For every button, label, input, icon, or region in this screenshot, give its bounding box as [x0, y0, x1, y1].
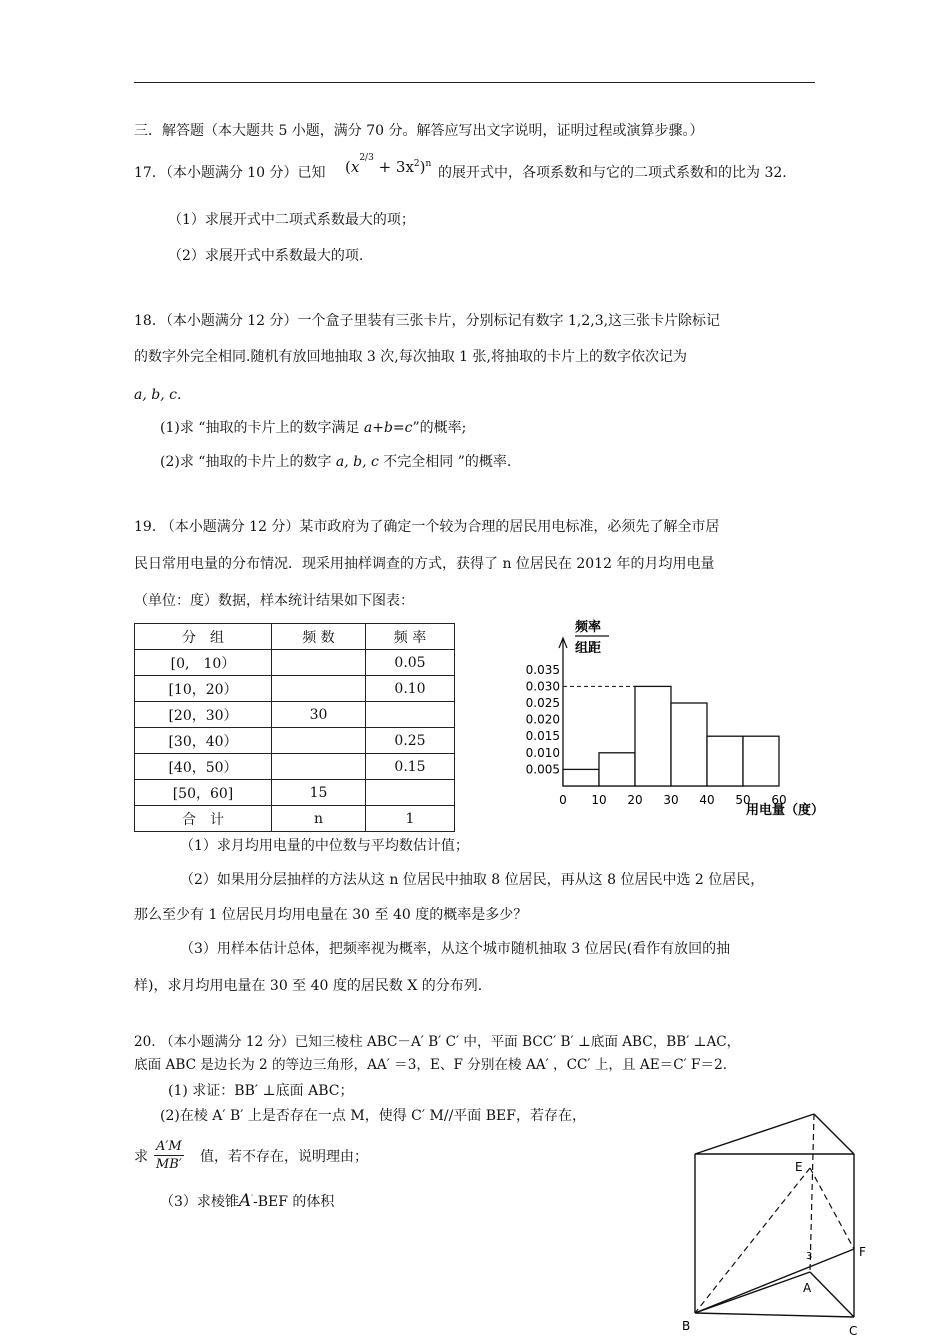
ylabel-bottom: 组距 — [575, 641, 602, 656]
table-cell: [30，40） — [135, 728, 272, 754]
table-header-row — [135, 624, 455, 650]
ratio-fraction — [154, 1139, 184, 1172]
q20-part2-prefix: 求 — [134, 1149, 148, 1165]
q19-line1: 19. （本小题满分 12 分）某市政府为了确定一个较为合理的居民用电标准，必须先了解全市居 — [134, 519, 720, 535]
x-tick-label: 0 — [559, 793, 567, 807]
table-cell — [366, 702, 455, 728]
table-cell: 0.05 — [366, 650, 455, 676]
q17-part2: （2）求展开式中系数最大的项. — [168, 248, 364, 264]
x-tick-label: 20 — [627, 793, 643, 807]
table-cell: 0.25 — [366, 728, 455, 754]
x-axis-label: 用电量（度） — [746, 803, 825, 818]
table-row — [135, 702, 455, 728]
table-header: 分 组 — [135, 624, 272, 650]
q18-line1: 18．（本小题满分 12 分）一个盒子里装有三张卡片，分别标记有数字 1,2,3,这三张卡片除标记 — [134, 313, 721, 329]
table-cell: 合 计 — [135, 806, 272, 832]
table-cell: n — [272, 806, 366, 832]
histogram-bar — [743, 736, 779, 786]
ylabel-top: 频率 — [575, 620, 602, 635]
x-tick-label: 10 — [591, 793, 607, 807]
x-tick-label: 40 — [699, 793, 715, 807]
table-cell — [272, 676, 366, 702]
q17-part1: （1）求展开式中二项式系数最大的项； — [168, 212, 415, 228]
table-cell: [50，60] — [135, 780, 272, 806]
table-cell — [366, 780, 455, 806]
q20-part2-line1: (2)在棱 A′ B′ 上是否存在一点 M，使得 C′ M//平面 BEF，若存在， — [160, 1108, 586, 1124]
top-rule — [134, 82, 815, 83]
table-cell: 30 — [272, 702, 366, 728]
x-tick-label: 60 — [771, 793, 787, 807]
q17-after: 的展开式中，各项系数和与它的二项式系数和的比为 32. — [438, 165, 787, 181]
q19-line2: 民日常用电量的分布情况．现采用抽样调查的方式，获得了 n 位居民在 2012 年的月均用电量 — [134, 556, 715, 572]
table-header: 频 率 — [366, 624, 455, 650]
histogram-chart — [505, 612, 845, 827]
table-row — [135, 754, 455, 780]
x-tick-label: 30 — [663, 793, 679, 807]
section-header: 三．解答题（本大题共 5 小题，满分 70 分。解答应写出文字说明，证明过程或演算步骤。） — [134, 123, 704, 139]
prism-figure — [680, 1110, 880, 1340]
histogram-bar — [635, 686, 671, 786]
table-cell — [272, 754, 366, 780]
q19-line3: （单位：度）数据，样本统计结果如下图表： — [134, 593, 414, 609]
y-tick-label: 0.020 — [525, 712, 560, 727]
frequency-table — [134, 623, 455, 832]
q18-part2: (2)求 “抽取的卡片上的数字 a, b, c 不完全相同 ”的概率. — [160, 454, 512, 470]
y-tick-label: 0.025 — [525, 696, 560, 710]
table-row — [135, 650, 455, 676]
label-F: F — [859, 1245, 866, 1259]
fraction-numerator: A′M — [156, 1139, 182, 1154]
q19-part2-line1: （2）如果用分层抽样的方法从这 n 位居民中抽取 8 位居民，再从这 8 位居民中选 2 位居民， — [180, 872, 765, 888]
table-cell: [0, 10） — [135, 650, 272, 676]
table-cell: 1 — [366, 806, 455, 832]
q20-part1: (1) 求证：BB′ ⊥底面 ABC； — [168, 1083, 354, 1099]
table-cell: 0.10 — [366, 676, 455, 702]
histogram-bar — [563, 769, 599, 786]
histogram-bar — [671, 703, 707, 786]
q19-part3-line2: 样)，求月均用电量在 30 至 40 度的居民数 X 的分布列. — [134, 978, 483, 994]
q17-intro: 17．（本小题满分 10 分）已知 — [134, 165, 326, 181]
q20-part2-suffix: 值，若不存在，说明理由； — [200, 1149, 368, 1165]
q20-part3: （3）求棱锥A′-BEF 的体积 — [160, 1191, 335, 1211]
q20-line2: 底面 ABC 是边长为 2 的等边三角形，AA′ ＝3，E、F 分别在棱 AA′ ，CC′ 上，且 AE＝C′ F＝2. — [134, 1057, 728, 1073]
table-row — [135, 806, 455, 832]
table-cell: 15 — [272, 780, 366, 806]
histogram-bar — [707, 736, 743, 786]
y-tick-label: 0.005 — [525, 762, 560, 777]
label-C: C — [849, 1324, 858, 1338]
table-cell: [40，50） — [135, 754, 272, 780]
q19-part3-line1: （3）用样本估计总体，把频率视为概率，从这个城市随机抽取 3 位居民(看作有放回的抽 — [180, 941, 731, 957]
histogram-bar — [599, 753, 635, 786]
table-header: 频 数 — [272, 624, 366, 650]
y-tick-label: 0.035 — [525, 662, 560, 677]
table-cell: 0.15 — [366, 754, 455, 780]
label-E: E — [795, 1160, 803, 1174]
q19-part2-line2: 那么至少有 1 位居民月均用电量在 30 至 40 度的概率是多少？ — [134, 907, 528, 923]
table-row — [135, 676, 455, 702]
label-A: A — [803, 1281, 812, 1295]
q18-line2: 的数字外完全相同.随机有放回地抽取 3 次,每次抽取 1 张,将抽取的卡片上的数字依次记为 — [134, 349, 687, 365]
table-row — [135, 780, 455, 806]
x-tick-label: 50 — [735, 793, 751, 807]
y-tick-label: 0.010 — [525, 745, 560, 760]
label-B: B — [682, 1319, 691, 1333]
q18-part1: (1)求 “抽取的卡片上的数字满足 a+b=c”的概率; — [160, 420, 467, 436]
table-cell — [272, 650, 366, 676]
label-length-3: 3 — [806, 1251, 813, 1262]
table-row — [135, 728, 455, 754]
q18-line3: a, b, c. — [134, 387, 182, 403]
table-cell: [20，30） — [135, 702, 272, 728]
q17-formula: $(x^{2/3} + 3x^2)^n$ — [345, 153, 432, 176]
fraction-denominator: MB′ — [155, 1157, 182, 1172]
table-cell — [272, 728, 366, 754]
y-tick-label: 0.015 — [525, 729, 560, 744]
y-tick-label: 0.030 — [525, 679, 560, 694]
table-cell: [10，20） — [135, 676, 272, 702]
q20-line1: 20. （本小题满分 12 分）已知三棱柱 ABC－A′ B′ C′ 中，平面 BCC′ B′ ⊥底面 ABC，BB′ ⊥AC， — [134, 1034, 741, 1050]
q19-part1: （1）求月均用电量的中位数与平均数估计值； — [180, 838, 469, 854]
